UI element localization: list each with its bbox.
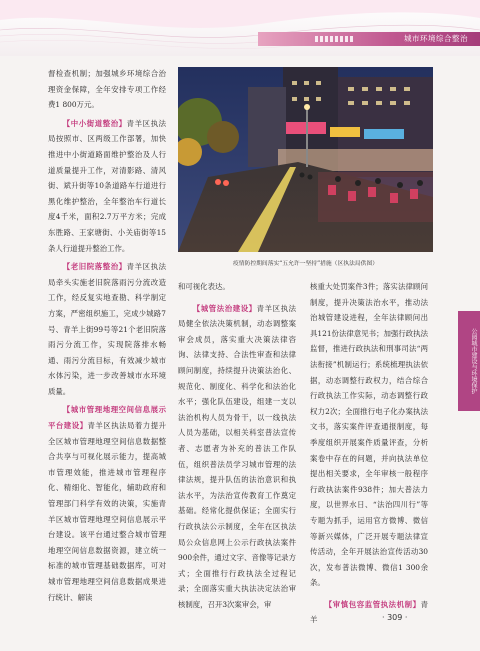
section-heading: 【中小街道整治】: [62, 118, 127, 128]
section-paragraph: [48, 116, 166, 256]
section-heading: 【城管法治建设】: [192, 303, 257, 313]
night-street-illustration: [178, 67, 433, 252]
section-text: 青羊区执法局着力提升全区城市管理地理空间信息数据整合共享与可视化展示能力，提高城市管理效能，推进城市管理程序化、精细化、智能化，辅助政府和管理部门科学有效的决策，实施青羊区城市管理地理空间信息展示平台建设。该平台通过整合城市管理地理空间信息数据资源，建立统一标准的城市管理基础数据库，可对城市管理地理空间信息数据成果进行统计、解读: [48, 421, 166, 602]
paragraph-continued: 督检查机制；加强城乡环境综合治理资金保障，全年安排专项工作经费1 800万元。: [48, 69, 166, 110]
top-band: [0, 0, 480, 56]
section-paragraph: [48, 259, 166, 399]
column-left: [48, 66, 166, 605]
header-dots-decoration: [315, 36, 353, 42]
photo-caption: 疫情防控期间落实“五允许一坚持”措施（区执法局供图）: [232, 261, 379, 267]
section-text: 青羊区执法局健全依法决策机制，动态调整案审会成员，落实重大决策法律咨询、法律支持、合法性审查和法律顾问制度，持续提升决策法治化、规范化、制度化、科学化和法治化水平；强化队伍建设，组建一支以法治机构人员为骨干，以一线执法人员为基础，以相关科室普法宣传者、志愿者为补充的普法工作队伍，组织普法员学习城市管理的法律法规，提升队伍的法治意识和执法水平，为法治宣传教育工作奠定基础。经常化提供保证；全面实行行政执法公示制度，全年在区执法局公众信息网上公示行政执法案件900余件，通过文字、音像等记录方式；全面推行行政执法全过程记录；全面落实重大执法决定法治审核制度，召开3次案审会，审: [178, 303, 296, 609]
section-paragraph: [310, 597, 428, 628]
paragraph-continued: 核重大处罚案件3件；落实法律顾问制度，提升决策法治水平，推动法治城管建设进程，全年法律顾问出具121份法律意见书；加强行政执法监督，推进行政执法和刑事司法“两法衔接”机制运行；系统梳理执法依据，动态调整行政权力，结合综合行政执法工作实际，动态调整行政权力2次；全面推行电子化办案执法文书，落实案件评查通报制度，每季度组织开展案件质量评查，分析案卷中存在的问题，并向执法单位提出相关要求，全年审核一般程序行政执法案件938件；加大普法力度，以世界水日、“法治四川行”等专题为抓手，运用官方微博、微信等新兴媒体，广泛开展专题法律宣传活动，全年开展法治宣传活动30次，发布普法微博、微信1 300余条。: [310, 282, 428, 588]
section-paragraph: [48, 402, 166, 605]
section-heading: 【老旧院落整治】: [62, 262, 127, 272]
page-number: · 309 ·: [382, 613, 408, 622]
header-wave-decoration: [0, 0, 480, 56]
section-text: 青羊: [310, 599, 428, 625]
column-right: [310, 279, 428, 628]
section-title: 城市环境综合整治: [404, 34, 468, 43]
section-paragraph: [178, 301, 296, 613]
column-middle: [178, 279, 296, 612]
section-heading: 【审慎包容监管执法机制】: [324, 599, 421, 609]
section-heading: 【城市管理地理空间信息展示平台建设】: [48, 405, 166, 431]
section-text: 青羊区执法局按照市、区两级工作部署，加快推进中小街道路面维护整治及人行道质量提升工作，对清影路、清风街、斌升街等10条道路车行道进行黑化维护整治，全年整治车行道长度4千米，面积2.7万平方米；完成东胜路、王家塘街、小关庙街等15条人行道提升整治工作。: [48, 118, 166, 253]
paragraph-continued: 和可视化表达。: [178, 282, 230, 291]
side-tab-label: 公园城市建设与环境保护: [470, 328, 477, 394]
street-photo: [178, 67, 433, 252]
section-text: 青羊区执法局牵头实施老旧院落雨污分流改造工作，经反复实地查勘、科学制定方案，严密组织施工，完成少城路7号、青羊上街99号等21个老旧院落雨污分流工作，实现院落排水畅通、雨污分流目标，有效减少城市水体污染，进一步改善城市水环境质量。: [48, 262, 166, 396]
